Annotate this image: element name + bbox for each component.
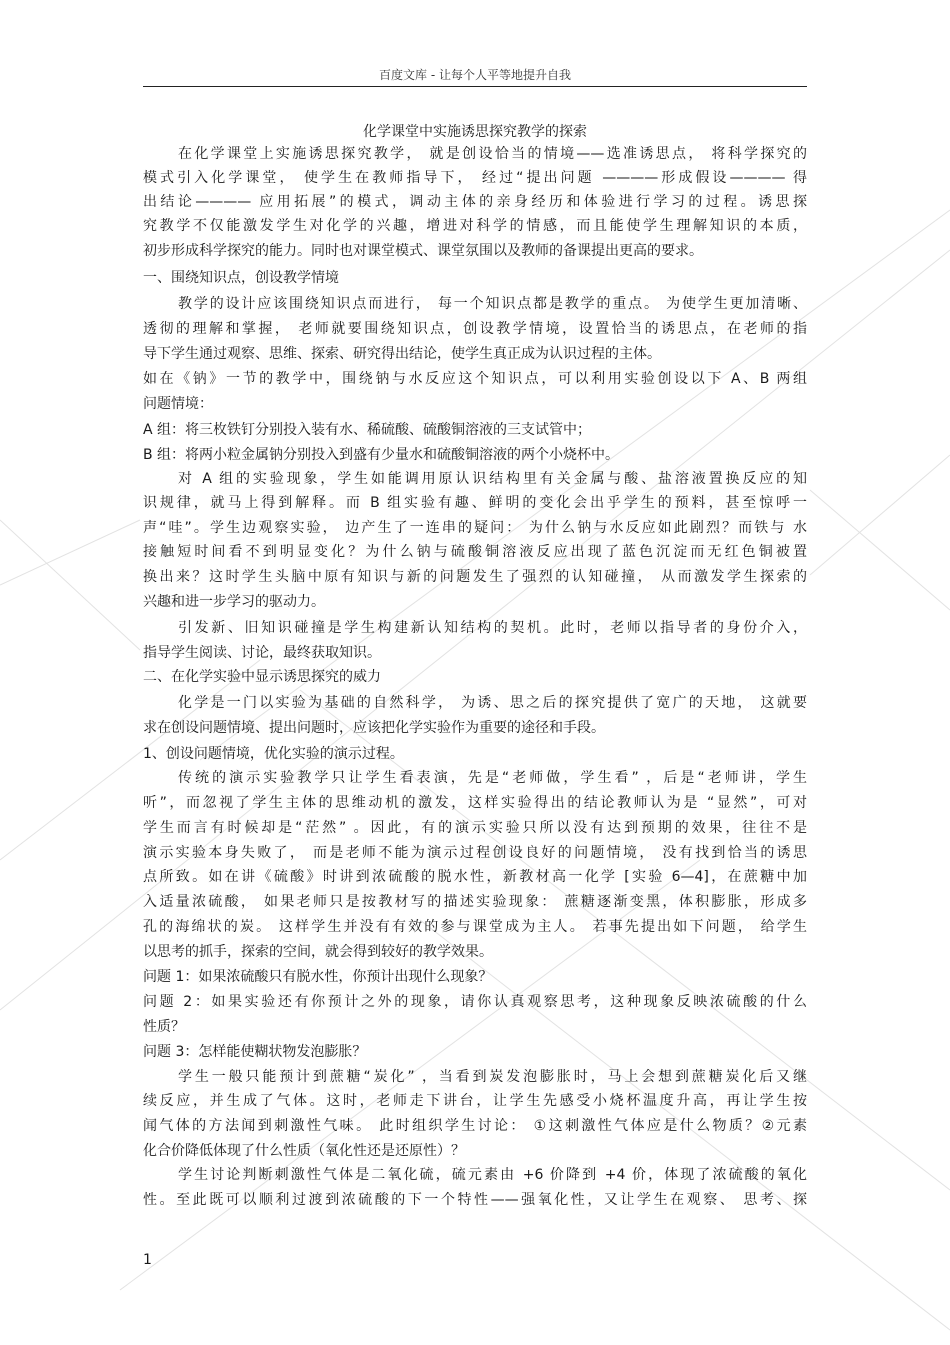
text-line: A 组：将三枚铁钉分别投入装有水、稀硫酸、硫酸铜溶液的三支试管中； (143, 422, 592, 438)
text-line: 学生讨论判断刺激性气体是二氧化硫，硫元素由 +6 价降到 +4 价，体现了浓硫酸的氧化 (178, 1167, 807, 1183)
text-line: 求在创设问题情境、提出问题时，应该把化学实验作为重要的途径和手段。 (143, 720, 605, 736)
text-line: 听”，而忽视了学生主体的思维动机的激发，这样实验得出的结论教师认为是 “显然”，可对 (143, 795, 807, 811)
text-line: 学生一般只能预计到蔗糖“炭化” ，当看到炭发泡膨胀时，马上会想到蔗糖炭化后又继 (178, 1069, 807, 1085)
text-line: 续反应，并生成了气体。这时，老师走下讲台，让学生先感受小烧杯温度升高，再让学生按 (143, 1093, 807, 1109)
section-heading: 二、在化学实验中显示诱思探究的威力 (143, 669, 381, 685)
text-line: 导下学生通过观察、思维、探索、研究得出结论，使学生真正成为认识过程的主体。 (143, 346, 661, 362)
text-line: 问题情境： (143, 396, 213, 412)
question-item: 问题 1：如果浓硫酸只有脱水性，你预计出现什么现象？ (143, 969, 493, 985)
text-line: 化合价降低体现了什么性质（氧化性还是还原性）？ (143, 1143, 465, 1159)
text-line: 演示实验本身失败了， 而是老师不能为演示过程创设良好的问题情境， 没有找到恰当的诱思 (143, 845, 807, 861)
text-line: 性质？ (143, 1019, 185, 1035)
text-line: 引发新、旧知识碰撞是学生构建新认知结构的契机。此时，老师以指导者的身份介入， (178, 620, 807, 636)
text-line: 识规律，就马上得到解释。而 B 组实验有趣、鲜明的变化会出乎学生的预料，甚至惊呼一 (143, 495, 807, 511)
text-line: 初步形成科学探究的能力。同时也对课堂模式、课堂氛围以及教师的备课提出更高的要求。 (143, 243, 703, 259)
text-line: 指导学生阅读、讨论，最终获取知识。 (143, 645, 381, 661)
text-line: 入适量浓硫酸， 如果老师只是按教材写的描述实验现象： 蔗糖逐渐变黑，体积膨胀，形成多 (143, 894, 807, 910)
question-item: 问题 3：怎样能使糊状物发泡膨胀？ (143, 1044, 367, 1060)
text-line: 点所致。如在讲《硫酸》时讲到浓硫酸的脱水性，新教材高一化学 [实验 6—4]，在蔗糖中加 (143, 869, 807, 885)
text-line: 接触短时间看不到明显变化？为什么钠与硫酸铜溶液反应出现了蓝色沉淀而无红色铜被置 (143, 544, 807, 560)
text-line: 在化学课堂上实施诱思探究教学， 就是创设恰当的情境——选准诱思点， 将科学探究的 (178, 146, 807, 162)
page-number: 1 (143, 1252, 152, 1268)
text-line: B 组：将两小粒金属钠分别投入到盛有少量水和硫酸铜溶液的两个小烧杯中。 (143, 447, 620, 463)
question-item: 问题 2：如果实验还有你预计之外的现象，请你认真观察思考，这种现象反映浓硫酸的什么 (143, 994, 807, 1010)
text-line: 化学是一门以实验为基础的自然科学， 为诱、思之后的探究提供了宽广的天地， 这就要 (178, 695, 807, 711)
text-line: 模式引入化学课堂， 使学生在教师指导下， 经过“提出问题 ————形成假设———— 得 (143, 170, 807, 186)
text-line: 闻气体的方法闻到刺激性气味。 此时组织学生讨论： ①这刺激性气体应是什么物质？②元素 (143, 1118, 807, 1134)
text-line: 教学的设计应该围绕知识点而进行， 每一个知识点都是教学的重点。 为使学生更加清晰、 (178, 296, 807, 312)
text-line: 孔的海绵状的炭。 这样学生并没有有效的参与课堂成为主人。 若事先提出如下问题， 给学生 (143, 919, 807, 935)
text-line: 出结论———— 应用拓展”的模式，调动主体的亲身经历和体验进行学习的过程。诱思探 (143, 194, 807, 210)
document-title: 化学课堂中实施诱思探究教学的探索 (363, 124, 587, 140)
page-header: 百度文库 - 让每个人平等地提升自我 (379, 68, 571, 82)
text-line: 性。至此既可以顺利过渡到浓硫酸的下一个特性——强氧化性，又让学生在观察、 思考、探 (143, 1192, 807, 1208)
text-line: 兴趣和进一步学习的驱动力。 (143, 594, 325, 610)
text-line: 传统的演示实验教学只让学生看表演，先是“老师做，学生看” ，后是“老师讲，学生 (178, 770, 807, 786)
section-heading: 一、围绕知识点，创设教学情境 (143, 270, 339, 286)
subsection-heading: 1、创设问题情境，优化实验的演示过程。 (143, 746, 404, 762)
text-line: 究教学不仅能激发学生对化学的兴趣，增进对科学的情感，而且能使学生理解知识的本质， (143, 218, 807, 234)
text-line: 声“哇”。学生边观察实验， 边产生了一连串的疑问： 为什么钠与水反应如此剧烈？而铁与 水 (143, 520, 807, 536)
text-line: 以思考的抓手，探索的空间，就会得到较好的教学效果。 (143, 944, 493, 960)
text-line: 如在《钠》一节的教学中，围绕钠与水反应这个知识点，可以利用实验创设以下 A、B 两组 (143, 371, 807, 387)
text-line: 透彻的理解和掌握， 老师就要围绕知识点，创设教学情境，设置恰当的诱思点，在老师的指 (143, 321, 807, 337)
text-line: 对 A 组的实验现象，学生如能调用原认识结构里有关金属与酸、盐溶液置换反应的知 (178, 471, 807, 487)
header-divider (143, 86, 807, 87)
text-line: 学生而言有时候却是“茫然” 。因此，有的演示实验只所以没有达到预期的效果，往往不是 (143, 820, 807, 836)
text-line: 换出来？这时学生头脑中原有知识与新的问题发生了强烈的认知碰撞， 从而激发学生探索的 (143, 569, 807, 585)
